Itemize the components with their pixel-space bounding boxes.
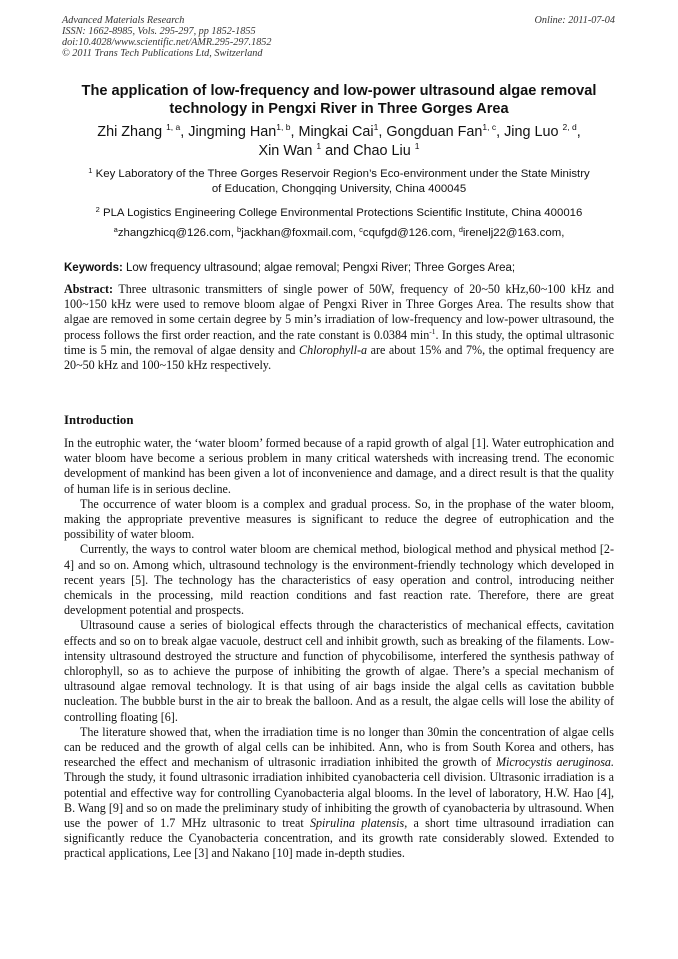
paragraph-text: The literature showed that, when the irradiation time is no longer than 30min the concentration of algae cells can be reduced and the growth of algal cells can be inhibited. Ann, who is from South Korea and others, has researched the effect and mechanism of ultrasonic irradiation inhibited the growth of — [64, 724, 614, 770]
section-heading: Introduction — [64, 413, 134, 427]
email-list: $^a$zhangzhicq@126.com, $^b$jackhan@foxmail.com, $^c$cqufgd@126.com, $^d$irenelj22@163.com, — [113, 225, 565, 239]
affiliation-1 — [60, 167, 618, 197]
paragraph-text: Through the study, it found ultrasonic irradiation inhibited cyanobacteria cell division. Ultrasonic irradiation is a potential and effective way for controlling Cyanobacteria algal blooms. In the level of laboratory, H.W. Hao [4], B. Wang [9] and so on made the preliminary study of inhibiting the growth of cyanobacteria by ultrasound. When use the power of 1.7 MHz ultrasonic to treat — [64, 770, 614, 831]
email-sup: c — [359, 225, 363, 234]
affiliation-2 — [60, 206, 618, 221]
introduction-body — [64, 436, 614, 862]
affiliation-text: of Education, Chongqing University, China 400045 — [211, 182, 467, 195]
abstract-label: Abstract: — [64, 282, 114, 296]
email-address[interactable]: jackhan@foxmail.com — [241, 227, 353, 239]
email-sup: d — [458, 225, 463, 234]
author-sup: 1, c — [482, 122, 497, 132]
journal-issn: ISSN: 1662-8985, Vols. 295-297, pp 1852-1855 — [62, 26, 256, 37]
keywords — [64, 261, 618, 275]
author-sup: 1 — [414, 141, 420, 151]
online-date: Online: 2011-07-04 — [534, 15, 615, 26]
author-sup: 1 — [316, 141, 322, 151]
journal-copyright: © 2011 Trans Tech Publications Ltd, Switzerland — [62, 48, 263, 59]
keywords-text: Low frequency ultrasound; algae removal; Pengxi River; Three Gorges Area; — [126, 262, 516, 274]
email-sup: b — [237, 225, 242, 234]
author-list: Zhi Zhang $^{1, a}$, Jingming Han$^{1, b}$, Mingkai Cai$^1$, Gongduan Fan$^{1, c}$, Jing Luo $^{2, d}$, Xin Wan $^1$ and Chao Liu $^1$ — [97, 122, 581, 159]
email-address[interactable]: irenelj22@163.com — [462, 227, 562, 239]
paper-title: The application of low-frequency and low-power ultrasound algae removal technology in Pengxi River in Three Gorges Area — [81, 83, 597, 117]
journal-header — [62, 15, 271, 59]
species-name: Spirulina platensis — [309, 816, 405, 831]
author-name: Mingkai Cai — [298, 124, 374, 140]
author-name: Xin Wan — [258, 143, 313, 159]
affiliation-text: PLA Logistics Engineering College Environmental Protections Scientific Institute, China 400016 — [103, 207, 583, 219]
author-name: Chao Liu — [353, 143, 411, 159]
affiliation-number: 1 — [88, 166, 93, 175]
abstract-text: . In this study, the optimal ultrasonic time is 5 min, the removal of algae density and — [64, 327, 615, 357]
author-name: Jingming Han — [188, 124, 277, 140]
affiliation-text: Key Laboratory of the Three Gorges Reservoir Region’s Eco-environment under the State Ministry — [95, 168, 590, 180]
abstract — [64, 282, 614, 373]
author-sup: 1, a — [166, 122, 181, 132]
paragraph: In the eutrophic water, the ‘water bloom’ formed because of a rapid growth of algal [1]. Water eutrophication and water bloom have become a serious problem in many critical watersheds with increasing trend. The economic development of mankind has been given a lot of inconvenience and damage, and a direct result is that the quality of human life is in serious decline. — [64, 436, 614, 496]
journal-name: Advanced Materials Research — [62, 15, 185, 26]
journal-doi: doi:10.4028/www.scientific.net/AMR.295-297.1852 — [62, 37, 272, 48]
email-address[interactable]: zhangzhicq@126.com — [117, 227, 231, 239]
affiliation-number: 2 — [95, 205, 100, 214]
author-sup: 2, d — [562, 122, 577, 132]
email-address[interactable]: cqufgd@126.com — [362, 227, 453, 239]
paragraph: The occurrence of water bloom is a complex and gradual process. So, in the prophase of the water bloom, making the appropriate preventive measures is significant to reduce the degree of eutrophication and the possibility of water bloom. — [64, 496, 614, 542]
author-name: Zhi Zhang — [97, 124, 163, 140]
paragraph: Ultrasound cause a series of biological effects through the characteristics of mechanical effects, cavitation effects and so on to break algae vacuole, destruct cell and inhibit growth, such as breaking of the filaments. Low-intensity ultrasound destroyed the structure and function of phycobilisome, interfered the synthesis pathway of chlorophyll, so as to achieve the purpose of inhibiting the growth of algae. There’s a special mechanism of ultrasound algae removal technology. It is that using of air bags inside the algal cells as cavitation bubble nucleation. The bubble burst in the air to break the balloon. And as a result, the algae cells will lose the ability of controlling floating [6]. — [64, 618, 614, 724]
email-sup: a — [113, 225, 118, 234]
paragraph — [64, 725, 614, 862]
abstract-text: Three ultrasonic transmitters of single power of 50W, frequency of 20~50 kHz,60~100 kHz and 100~150 kHz were used to remove bloom algae of Pengxi River in Three Gorges Area. The results show that algae are removed in some certain degree by 5 min’s irradiation of low-frequency and low-power ultrasound, the process follows the first order reaction, and the rate constant is 0.0384 min — [64, 282, 614, 342]
author-name: Jing Luo — [504, 124, 559, 140]
paragraph-text: , a short time ultrasound irradiation can significantly reduce the Cyanobacteria concentration, and its growth rate considerably slowed. Extended to practical applications, Lee [3] and Nakano [10] made in-depth studies. — [64, 816, 614, 861]
abstract-exponent: -1 — [429, 326, 436, 336]
abstract-italic: Chlorophyll-a — [299, 342, 368, 357]
keywords-label: Keywords: — [64, 262, 123, 274]
author-sup: 1, b — [276, 122, 291, 132]
species-name: Microcystis aeruginosa. — [495, 755, 614, 770]
paragraph: Currently, the ways to control water bloom are chemical method, biological method and physical method [2-4] and so on. Among which, ultrasound technology is the environment-friendly technology which developed in recent years [5]. The technology has the characteristics of easy operation and control, introducing neither chemicals in the processing, mild reaction conditions and fast reaction rate. Therefore, there are great development potential and prospects. — [64, 542, 614, 618]
author-name: Gongduan Fan — [386, 124, 483, 140]
author-sup: 1 — [373, 122, 379, 132]
abstract-text: are about 15% and 7%, the optimal frequency are 20~50 kHz and 100~150 kHz respectively. — [64, 342, 615, 373]
